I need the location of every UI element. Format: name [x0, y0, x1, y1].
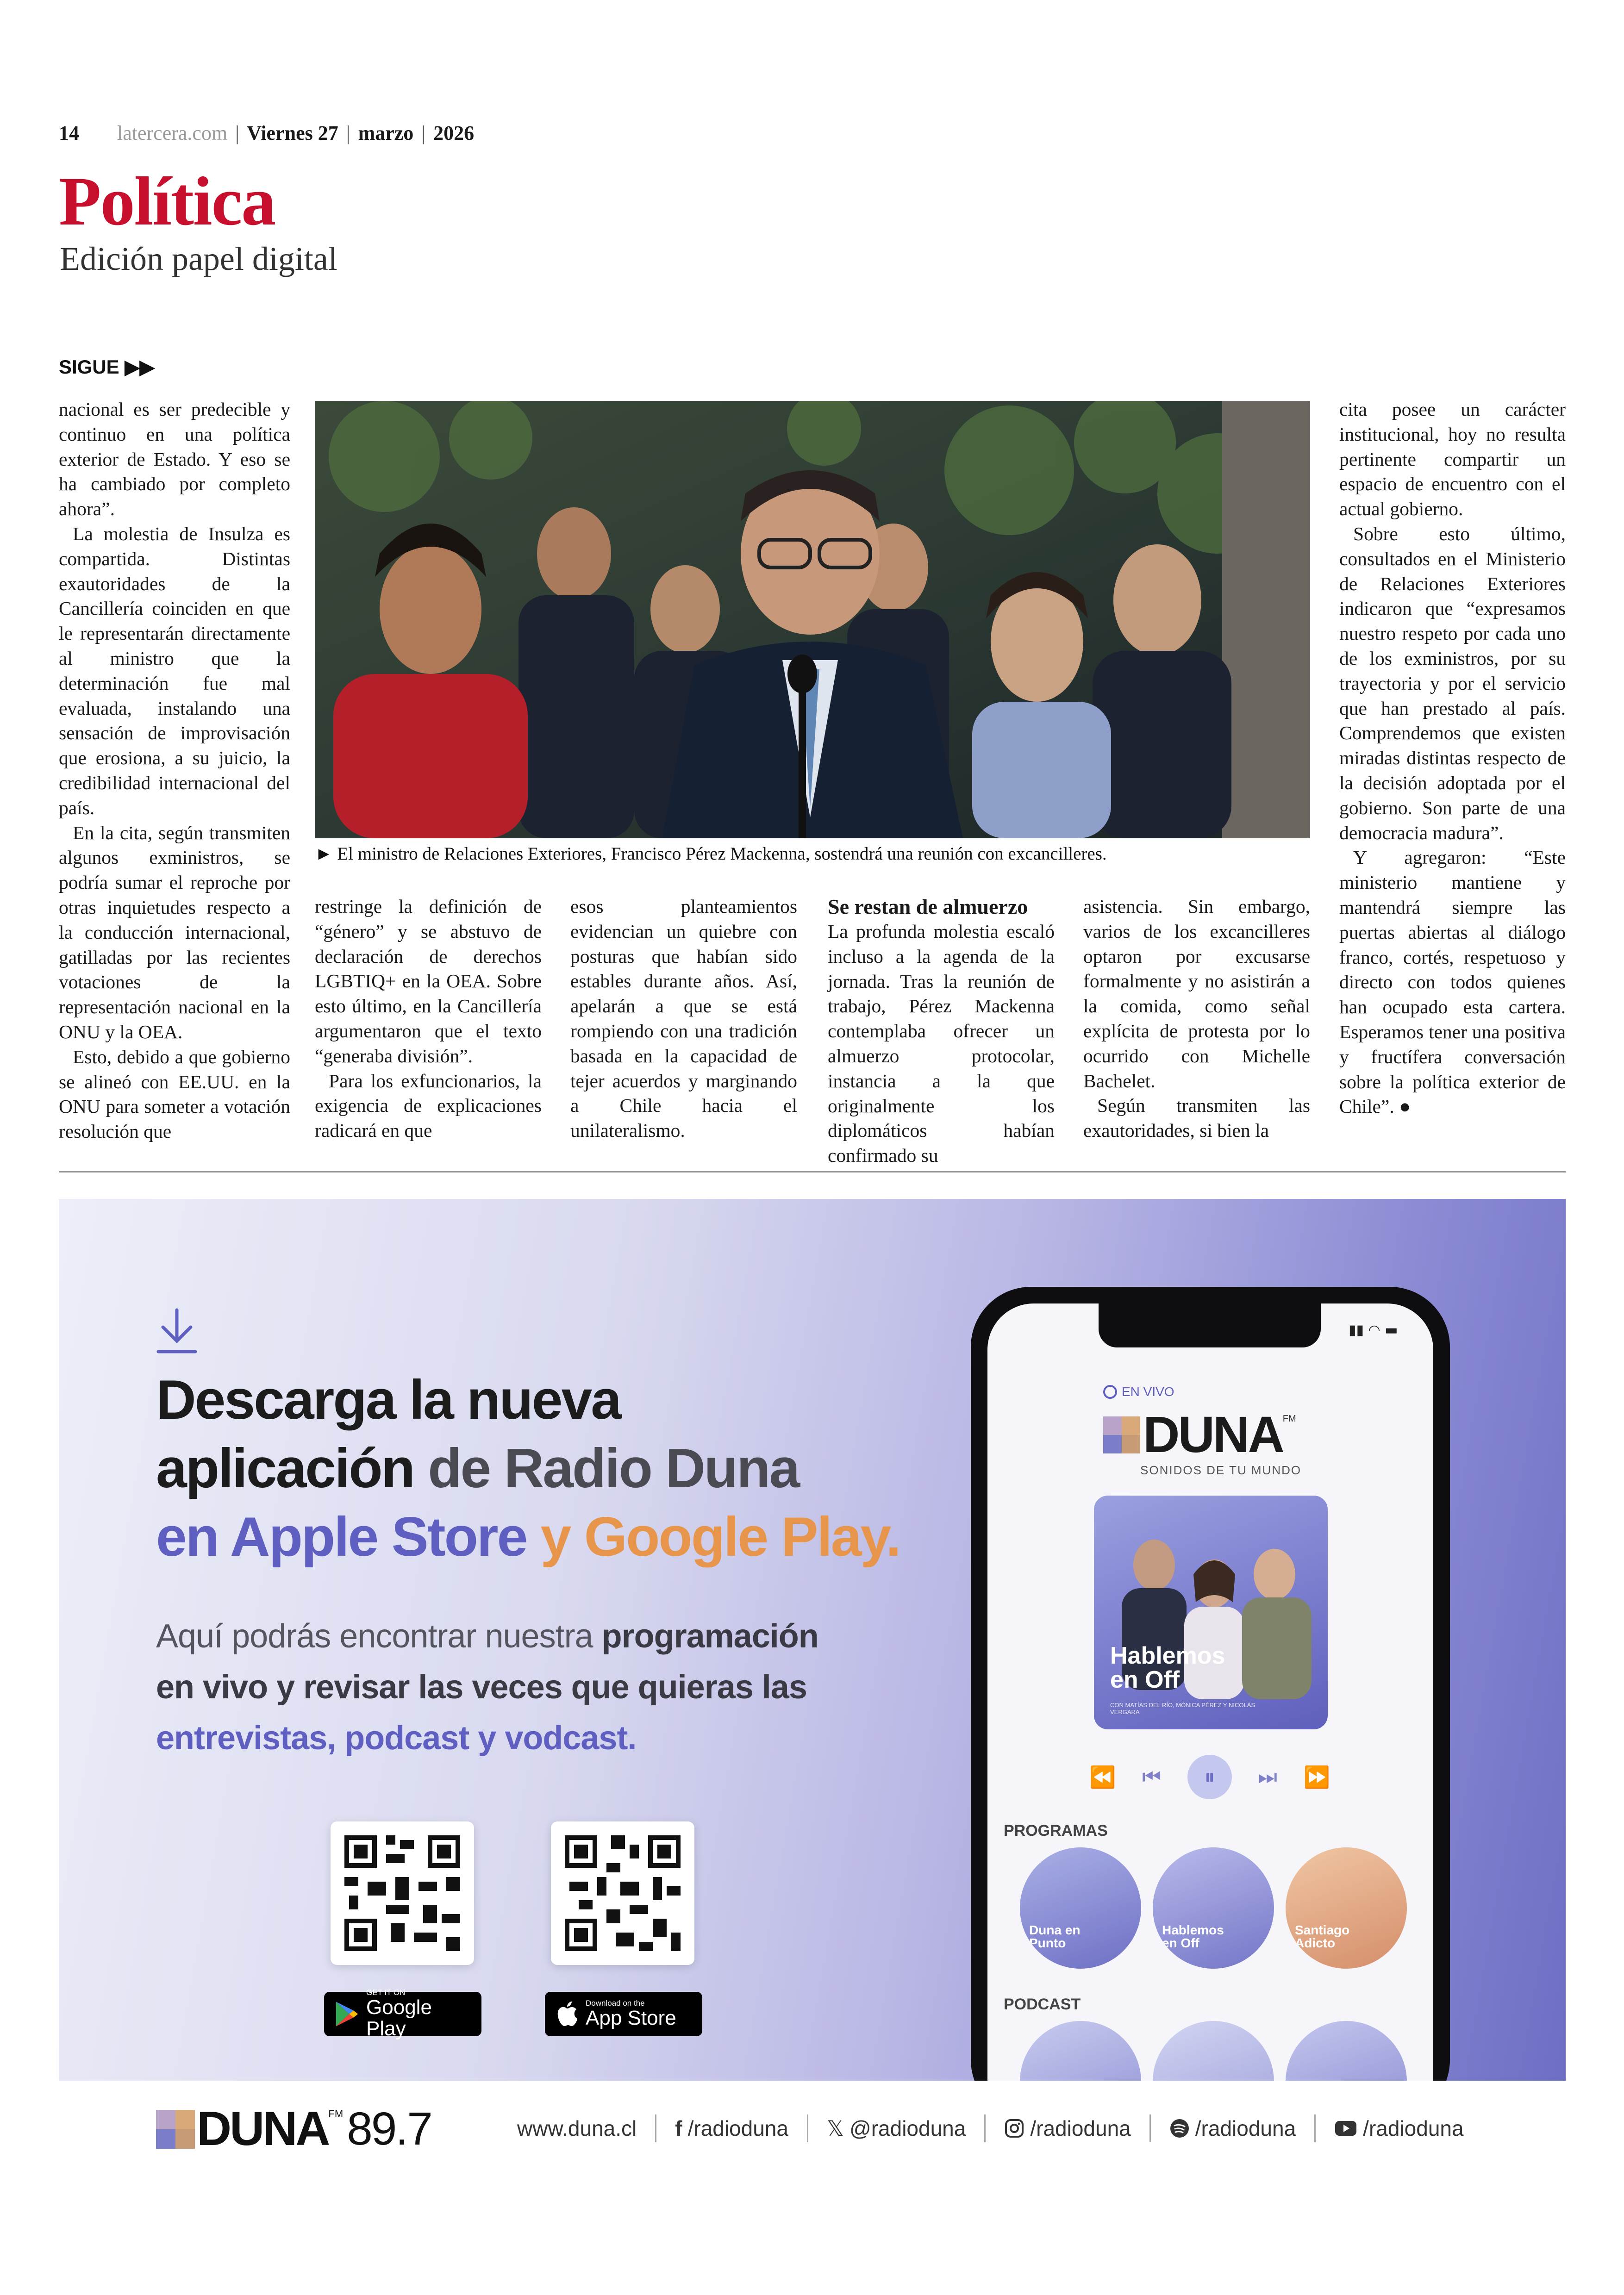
hosts-photo — [1094, 1496, 1328, 1729]
podcast-label: PODCAST — [1004, 1996, 1081, 2013]
podcast-item[interactable] — [1153, 2021, 1274, 2081]
section-title: Política — [59, 163, 275, 240]
programs-label: PROGRAMAS — [1004, 1822, 1108, 1840]
qr-code-icon — [551, 1821, 694, 1965]
paragraph: Según transmiten las exautoridades, si bien la — [1083, 1095, 1310, 1141]
social-links — [517, 2114, 1464, 2142]
desc-line-3: entrevistas, podcast y vodcast. — [156, 1720, 637, 1757]
google-play-badge[interactable] — [324, 1988, 481, 2040]
section-divider — [59, 1171, 1566, 1172]
apple-small-text: Download on the — [586, 1999, 645, 2008]
photo-caption: ► El ministro de Relaciones Exteriores, Francisco Pérez Mackenna, sostendrá una reunión con excancilleres. — [315, 844, 1107, 864]
x-link[interactable]: @radioduna — [849, 2116, 966, 2140]
headline-line-2a: aplicación — [156, 1437, 414, 1499]
article-column-3 — [570, 894, 797, 1143]
program-item[interactable] — [1153, 1847, 1274, 1969]
program-item[interactable] — [1020, 1847, 1141, 1969]
previous-icon[interactable]: ⏮ — [1142, 1764, 1162, 1789]
fast-forward-icon[interactable]: ⏩ — [1303, 1764, 1330, 1790]
fm-label: FM — [1282, 1414, 1296, 1424]
paragraph: La profunda molestia escaló incluso a la agenda de la jornada. Tras la reunión de trabajo, Pérez Mackenna contemplaba ofrecer un almuerzo protocolar, instancia a la que originalmente los diplomáticos habían confirmado su — [828, 921, 1055, 1166]
x-icon: 𝕏 — [826, 2116, 844, 2140]
paragraph: Y agregaron: “Este ministerio mantiene y mantendrá siempre las puertas abiertas al diálogo franco, cortés, respetuoso y directo con todos quienes han ocupado esta cartera. Esperamos tener una positiva y fructífera conversación sobre la política exterior de Chile”. ● — [1339, 847, 1566, 1117]
podcast-list — [1020, 2021, 1407, 2081]
date-year: 2026 — [433, 122, 475, 144]
download-icon — [156, 1308, 198, 1354]
program-item[interactable] — [1286, 1847, 1407, 1969]
footer-fm: FM — [328, 2108, 344, 2120]
subheading: Se restan de almuerzo — [828, 895, 1028, 918]
program-title: Santiago Adicto — [1295, 1923, 1350, 1950]
google-small-text: GET IT ON — [366, 1988, 406, 1997]
page-number: 14 — [59, 122, 79, 144]
paragraph: Para los exfuncionarios, la exigencia de explicaciones radicará en que — [315, 1070, 542, 1141]
headline-google-play: y Google Play. — [526, 1506, 900, 1568]
page-header: 14 latercera.com | Viernes 27 | marzo | 2026 — [59, 122, 475, 144]
live-indicator — [1103, 1384, 1174, 1399]
duna-footer-logo — [156, 2102, 431, 2157]
instagram-link[interactable]: /radioduna — [1030, 2116, 1131, 2140]
programs-list — [1020, 1847, 1407, 1969]
spotify-link[interactable]: /radioduna — [1195, 2116, 1296, 2140]
article-column-1 — [59, 397, 290, 1144]
footer-brand: DUNA — [197, 2102, 329, 2156]
paragraph: En la cita, según transmiten algunos exministros, se podría sumar el reproche por otras inquietudes respecto a la conducción internacional, gatilladas por las recientes votaciones de la representación nacional en la ONU y la OEA. — [59, 822, 290, 1042]
footer-frequency: 89.7 — [347, 2103, 431, 2155]
duna-logo-mark — [1103, 1416, 1140, 1453]
headline-line-1: Descarga la nueva — [156, 1369, 620, 1431]
article-column-2 — [315, 894, 542, 1143]
youtube-icon — [1334, 2119, 1357, 2138]
article-photo — [315, 401, 1310, 838]
podcast-item[interactable] — [1020, 2021, 1141, 2081]
paragraph: Esto, debido a que gobierno se alineó con EE.UU. en la ONU para someter a votación resolución que — [59, 1046, 290, 1142]
status-bar-icons: ▮▮ ◠ ▬ — [1349, 1322, 1398, 1338]
facebook-icon: f — [675, 2116, 682, 2140]
now-playing-title: Hablemos en Off — [1110, 1642, 1225, 1693]
google-play-icon — [334, 2000, 359, 2028]
now-playing-card[interactable] — [1094, 1496, 1328, 1729]
paragraph: cita posee un carácter institucional, hoy no resulta pertinente compartir un espacio de encuentro con el actual gobierno. — [1339, 399, 1566, 520]
website-link[interactable]: www.duna.cl — [517, 2116, 637, 2140]
date-month: marzo — [358, 122, 414, 144]
paragraph: Sobre esto último, consultados en el Ministerio de Relaciones Exteriores indicaron que “expresamos nuestro respeto por cada uno de los exministros, por su trayectoria y por el servicio que han prestado al país. Comprendemos que existen miradas distintas respecto de la decisión adoptada por el gobierno. Son parte de una democracia madura”. — [1339, 523, 1566, 843]
desc-bold: programación — [601, 1618, 818, 1655]
ad-footer — [59, 2097, 1566, 2157]
site-name[interactable]: latercera.com — [117, 122, 228, 144]
app-logo — [1103, 1405, 1296, 1464]
now-playing-hosts: CON MATÍAS DEL RÍO, MÓNICA PÉREZ Y NICOLÁS VERGARA — [1110, 1702, 1255, 1715]
app-screen — [987, 1303, 1433, 2081]
press-conference-photo — [315, 401, 1310, 838]
article-column-4 — [828, 894, 1055, 1168]
continue-label: SIGUE ▶▶ — [59, 356, 155, 378]
paragraph: restringe la definición de “género” y se abstuvo de declaración de derechos LGBTIQ+ en la OEA. Sobre esto último, en la Cancillería argumentaron que el texto “generaba división”. — [315, 896, 542, 1066]
ad-headline — [156, 1366, 900, 1571]
app-store-qr-code[interactable] — [551, 1821, 694, 1965]
qr-code-icon — [331, 1821, 474, 1965]
program-title: Duna en Punto — [1029, 1923, 1081, 1950]
phone-mockup — [971, 1287, 1450, 2081]
date-day: Viernes 27 — [247, 122, 338, 144]
paragraph: nacional es ser predecible y continuo en una política exterior de Estado. Y eso se ha cambiado por completo ahora”. — [59, 399, 290, 520]
google-play-qr-code[interactable] — [331, 1821, 474, 1965]
paragraph: La molestia de Insulza es compartida. Distintas exautoridades de la Cancillería coinciden en que le representarán directamente al ministro que la determinación fue mal evaluada, instalando una sensación de improvisación que erosiona, a su juicio, la credibilidad internacional del país. — [59, 523, 290, 818]
paragraph: esos planteamientos evidencian un quiebre con posturas que habían sido estables durante años. Así, apelarán a que se está rompiendo con una tradición basada en la capacidad de tejer acuerdos y marginando a Chile hacia el unilateralismo. — [570, 896, 797, 1141]
player-controls — [1089, 1755, 1330, 1799]
live-label: EN VIVO — [1122, 1384, 1174, 1399]
paragraph: asistencia. Sin embargo, varios de los excancilleres optaron por excusarse formalmente y no asistirán a la comida, como señal explícita de protesta por lo ocurrido con Michelle Bachelet. — [1083, 896, 1310, 1091]
app-store-badge[interactable] — [545, 1992, 702, 2036]
youtube-link[interactable]: /radioduna — [1363, 2116, 1464, 2140]
spotify-icon — [1169, 2118, 1190, 2139]
ad-description — [156, 1611, 818, 1764]
desc-text: Aquí podrás encontrar nuestra — [156, 1618, 602, 1655]
article-column-6 — [1339, 397, 1566, 1119]
article-column-5 — [1083, 894, 1310, 1143]
program-title: Hablemos en Off — [1162, 1923, 1224, 1950]
google-big-text: Google Play — [366, 1996, 432, 2040]
apple-big-text: App Store — [586, 2007, 676, 2029]
desc-line-2: en vivo y revisar las veces que quieras las — [156, 1669, 807, 1706]
radio-duna-ad[interactable] — [59, 1199, 1566, 2081]
headline-line-2b: de Radio Duna — [413, 1437, 799, 1499]
instagram-icon — [1004, 2118, 1024, 2139]
app-tagline: SONIDOS DE TU MUNDO — [1140, 1463, 1302, 1477]
rewind-icon[interactable]: ⏪ — [1089, 1764, 1116, 1790]
headline-apple-store: en Apple Store — [156, 1506, 527, 1568]
facebook-link[interactable]: /radioduna — [687, 2116, 788, 2140]
next-icon[interactable]: ⏭ — [1258, 1764, 1278, 1789]
apple-icon — [555, 2000, 578, 2028]
section-subtitle: Edición papel digital — [60, 240, 337, 277]
pause-button[interactable]: ⏸ — [1187, 1755, 1232, 1799]
phone-notch — [1099, 1303, 1321, 1347]
duna-logo-mark — [156, 2110, 195, 2149]
podcast-item[interactable] — [1286, 2021, 1407, 2081]
app-brand-name: DUNA — [1143, 1406, 1283, 1463]
